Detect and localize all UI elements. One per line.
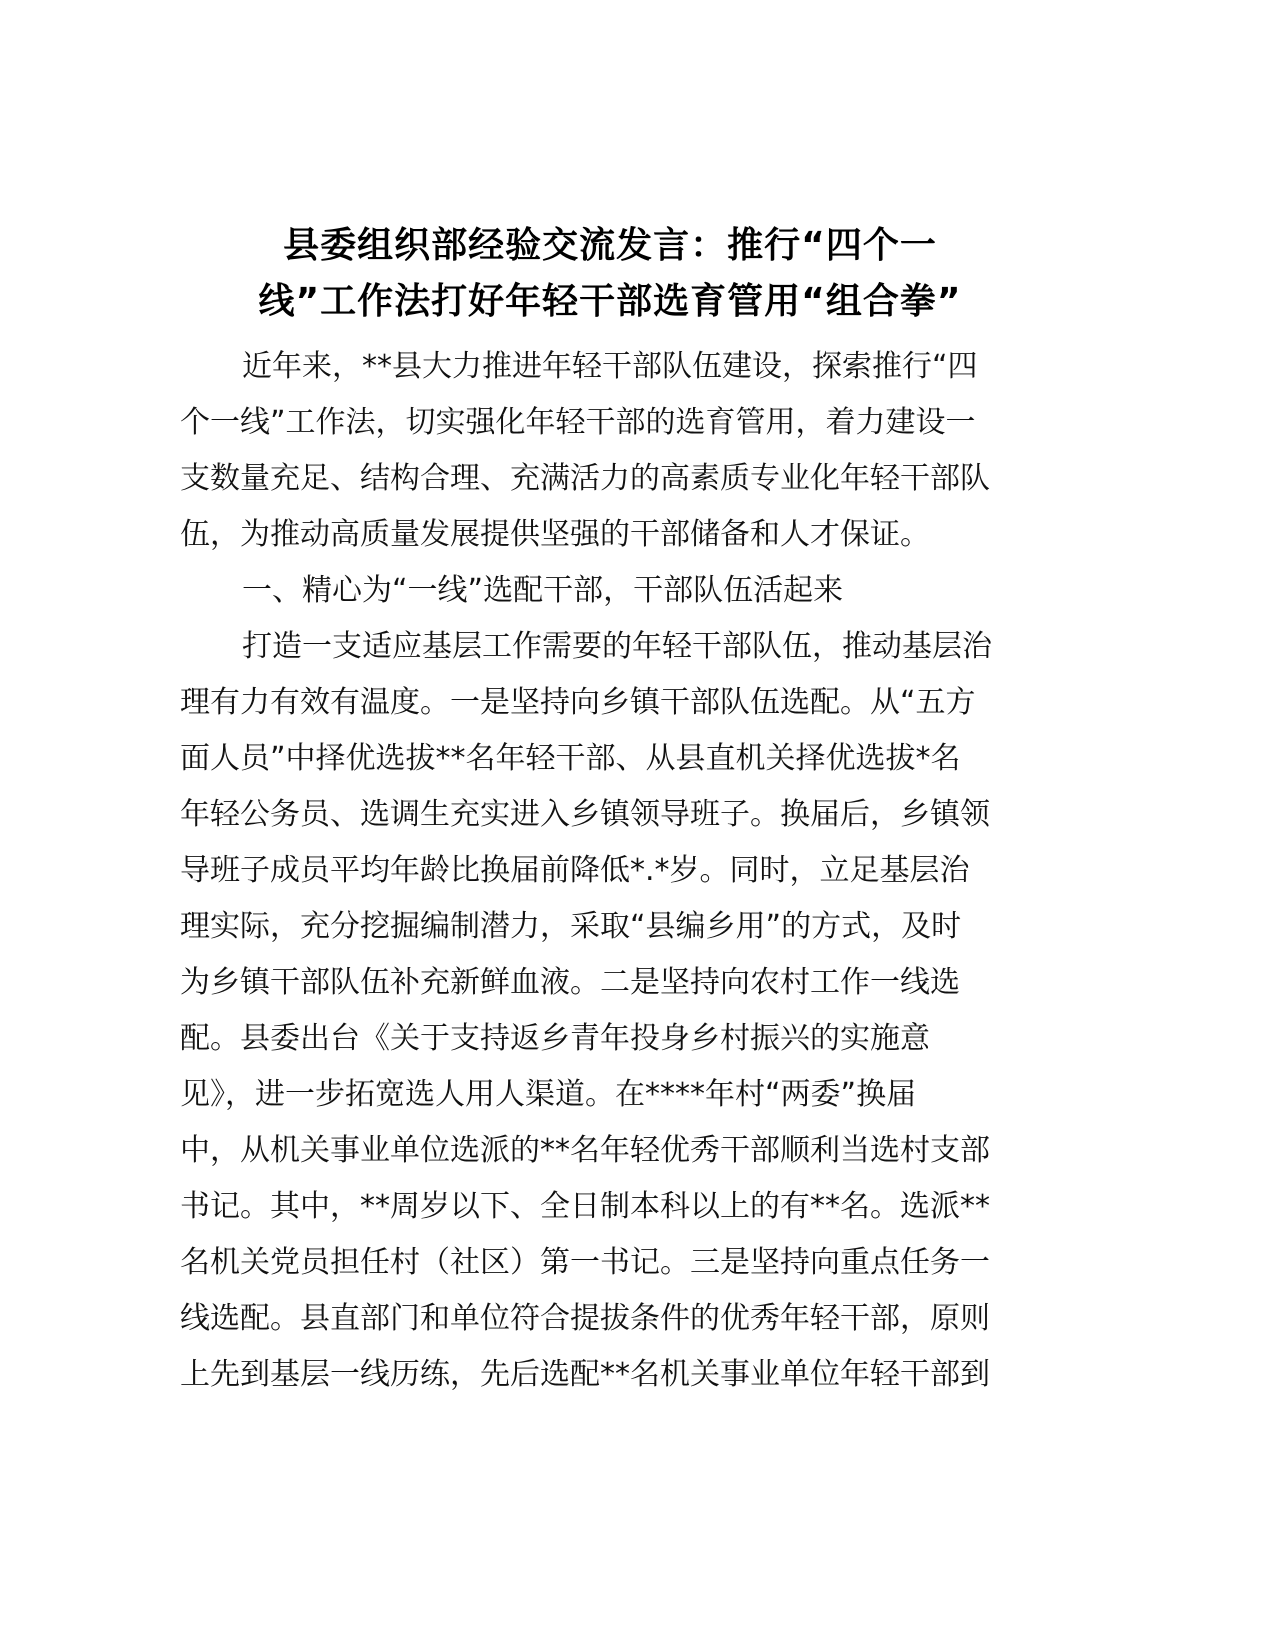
text-line: 名机关党员担任村（社区）第一书记。三是坚持向重点任务一 (180, 1245, 990, 1280)
text-line: 个一线”工作法，切实强化年轻干部的选育管用，着力建设一 (180, 405, 976, 440)
text-line: 年轻公务员、选调生充实进入乡镇领导班子。换届后，乡镇领 (180, 797, 990, 832)
section-heading-1 (180, 563, 1036, 619)
text-line: 上先到基层一线历练，先后选配**名机关事业单位年轻干部到 (180, 1357, 990, 1392)
text-line: 打造一支适应基层工作需要的年轻干部队伍，推动基层治 (242, 629, 992, 664)
intro-paragraph (180, 339, 1036, 563)
text-line: 导班子成员平均年龄比换届前降低*.*岁。同时，立足基层治 (180, 853, 970, 888)
title-line-1: 县委组织部经验交流发言：推行“四个一 (283, 225, 937, 266)
text-line: 配。县委出台《关于支持返乡青年投身乡村振兴的实施意 (180, 1021, 930, 1056)
text-line: 面人员”中择优选拔**名年轻干部、从县直机关择优选拔*名 (180, 741, 961, 776)
document-body (180, 339, 1036, 1403)
text-line: 为乡镇干部队伍补充新鲜血液。二是坚持向农村工作一线选 (180, 965, 960, 1000)
document-title (180, 218, 1040, 330)
text-line: 支数量充足、结构合理、充满活力的高素质专业化年轻干部队 (180, 461, 990, 496)
title-line-2: 线”工作法打好年轻干部选育管用“组合拳” (258, 281, 962, 322)
text-line: 见》，进一步拓宽选人用人渠道。在****年村“两委”换届 (180, 1077, 917, 1112)
text-line: 伍，为推动高质量发展提供坚强的干部储备和人才保证。 (180, 517, 930, 552)
text-line: 理有力有效有温度。一是坚持向乡镇干部队伍选配。从“五方 (180, 685, 976, 720)
text-line: 书记。其中，**周岁以下、全日制本科以上的有**名。选派** (180, 1189, 990, 1224)
section-1-paragraph (180, 619, 1036, 1403)
section-heading-text: 一、精心为“一线”选配干部，干部队伍活起来 (242, 573, 844, 608)
text-line: 线选配。县直部门和单位符合提拔条件的优秀年轻干部，原则 (180, 1301, 990, 1336)
text-line: 中，从机关事业单位选派的**名年轻优秀干部顺利当选村支部 (180, 1133, 990, 1168)
text-line: 理实际，充分挖掘编制潜力，采取“县编乡用”的方式，及时 (180, 909, 962, 944)
text-line: 近年来，**县大力推进年轻干部队伍建设，探索推行“四 (242, 349, 978, 384)
